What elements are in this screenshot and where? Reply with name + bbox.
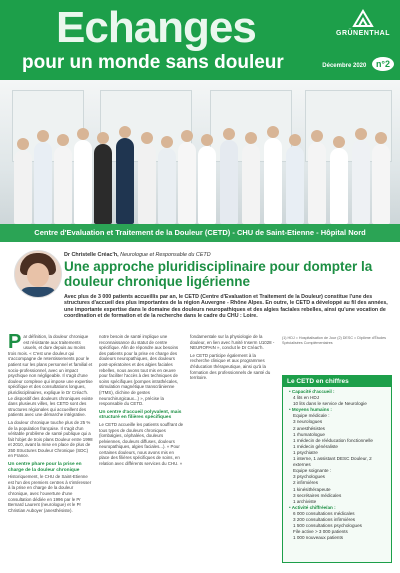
- paragraph: Par définition, la douleur chronique est résistante aux traitements usuels, et dure depuis au moins trois mois. « C'est une douleur qui s'accompagne de retentissements pour le patient sur les plans personnel et familial et socio-professionnel, avec un impact psychique non négligeable. Il s'agit d'une douleur complexe qui impose une expertise spécifique et des consultations longues, pluridisciplinaires, explique le Dr Créac'h. Le dispositif des douleurs chroniques existe dans plusieurs villes, les CETD sont des structures régionales qui accueillent des patients avec une démarche intégrative.: [8, 331, 93, 418]
- person: [308, 142, 326, 224]
- brand-title: Echanges: [56, 3, 256, 52]
- person: [242, 144, 260, 224]
- sidebar-item: 3 secrétaires médicales: [293, 492, 342, 498]
- sidebar-item: • Capacité d'accueil :: [289, 389, 335, 394]
- paragraph: La douleur chronique touche plus de 25 % de la population française. Il s'agit d'un véritable problème de santé publique qui a fait l'objet de trois plans Douleur entre 1998 et 2010, avant la mise en place de plus de 250 Structures Douleur Chronique (SDC) en France.: [8, 419, 93, 459]
- drop-cap: P: [8, 331, 22, 353]
- header-banner: [0, 0, 400, 80]
- article-headline: Une approche pluridisciplinaire pour dompter la douleur chronique ligérienne: [64, 259, 373, 289]
- brand-subtitle: pour un monde sans douleur: [22, 52, 284, 73]
- article-intro: Avec plus de 3 000 patients accueillis par an, le CETD (Centre d'Evaluation et Traitement de la Douleur) constitue l'une des structures d'accueil des plus importantes de la région Auvergne - Rhône Alpes. En outre, le CETD a développé au fil des années, une importante expertise dans le domaine des douleurs neuropathiques et des algies faciales rebelles, ainsi qu'une vocation de coordination et de formation et de la recherche dans le cadre du CHU : Loire.: [64, 294, 388, 320]
- sidebar-item: 1 rhumatologue: [293, 431, 325, 437]
- person: [352, 140, 370, 224]
- article-column-3: [190, 334, 276, 383]
- author-avatar: [14, 250, 62, 298]
- person: [34, 142, 52, 224]
- sidebar-item: 6 000 consultations médicales: [293, 510, 355, 516]
- sidebar-item: 3 psychologues: [293, 474, 325, 480]
- issue-number: n°2: [372, 57, 394, 71]
- sidebar-item: 1 médecin de rééducation fonctionnelle: [293, 437, 373, 443]
- author-role: Neurologue et Responsable du CETD: [120, 252, 211, 258]
- sidebar-list: [283, 389, 391, 541]
- paragraph: notre besoin de santé implique une reconnaissance du statut de centre spécifique. Afin de répondre aux besoins des patients pour la prise en charge des douleurs neuropathiques, des douleurs post-opératoires et des algies faciales rebelles, nous avons tout mis en œuvre pour faciliter l'accès à des techniques de soins spécifiques (pompes intrathécales, stimulation magnétique transcrânienne (rTMS), clichine de gestes neurochirurgicaux...) », précise la responsable du CETD.: [99, 334, 179, 407]
- person: [158, 148, 176, 224]
- sidebar-item: Equipe soignante :: [293, 468, 332, 474]
- sidebar-item: 2 infirmières: [293, 480, 319, 486]
- sidebar-item: 10 lits dans le service de Neurologie: [293, 401, 367, 407]
- photo-caption: Centre d'Evaluation et Traitement de la Douleur (CETD) - CHU de Saint-Etienne - Hôpital Nord: [0, 224, 400, 242]
- sidebar-item: 3 neurologues: [293, 419, 323, 425]
- section-heading: Un centre d'accueil polyvalent, mais structuré en filières spécifiques: [99, 409, 182, 421]
- person: [178, 142, 196, 224]
- person: [372, 144, 390, 224]
- sidebar-item: • Activité chiffrée/an :: [289, 504, 336, 510]
- person: [116, 138, 134, 224]
- author-line: [64, 252, 211, 258]
- paragraph: Le CETD participe également à la recherche clinique et aux programmes d'éducation thérapeutique, ainsi qu'à la formation des professionnels de santé du territoire.: [190, 352, 271, 381]
- sidebar-item: 1 000 nouveaux patients: [293, 535, 344, 541]
- person: [198, 146, 216, 224]
- issue-date: Décembre 2020: [322, 63, 367, 69]
- person: [286, 146, 304, 224]
- grunenthal-logo-icon: [350, 8, 376, 30]
- person: [74, 140, 92, 224]
- issue-info: [322, 57, 394, 71]
- author-name: Dr Christelle Créac'h,: [64, 252, 119, 258]
- person: [94, 144, 112, 224]
- sidebar-item: Equipe médicale :: [293, 413, 330, 419]
- sidebar-item: 4 lits en HDJ: [293, 395, 320, 401]
- sidebar-item: 1 psychiatre: [293, 449, 318, 455]
- section-heading: Un centre phare pour la prise en charge de la douleur chronique: [8, 462, 82, 473]
- paragraph: fondamentale sur la physiologie de la douleur, en lien avec l'unité Inserm U1028 - NEUROPAIN », conclut le Dr Créac'h.: [190, 334, 275, 351]
- paragraph: Historiquement, le CHU de Saint-Etienne est l'un des premiers centres à s'intéresser à la prise en charge de la douleur chronique, avec l'ouverture d'une consultation dédiée en 1996 par le Pr Bernard Laurent (neurologue) et le Pr Christian Auboyer (anesthésiste).: [8, 474, 92, 513]
- sidebar-item: 1 archiviste: [293, 498, 317, 504]
- article-column-2: [99, 334, 185, 469]
- person: [138, 144, 156, 224]
- sidebar-item: 2 anesthésistes: [293, 425, 325, 431]
- article-column-1: [8, 331, 94, 515]
- person: [54, 146, 72, 224]
- company-logo: [334, 8, 392, 46]
- sidebar-title: Le CETD en chiffres: [283, 376, 391, 387]
- person: [220, 140, 238, 224]
- logo-text: GRÜNENTHAL: [336, 30, 390, 37]
- article-body: [8, 331, 276, 570]
- person: [264, 138, 282, 224]
- sidebar-item: 1 500 consultations psychologues: [293, 523, 362, 529]
- team-photo: [0, 80, 400, 242]
- footnotes: (1) HDJ = Hospitalisation de Jour (2) DESC = Diplôme d'Études Spécialisées Complémentaires: [282, 336, 386, 345]
- sidebar-item: • Moyens humains :: [289, 407, 332, 413]
- sidebar-item: 1 médecin généraliste: [293, 443, 338, 449]
- sidebar-item: 1 kinésithérapeute: [293, 486, 331, 492]
- paragraph: Le CETD accueille les patients souffrant de tous types de douleurs chroniques (lombalgies, céphalées, douleurs pelviennes, douleurs diffuses, douleurs neuropathiques, algies faciales...). « Pour certaines douleurs, nous avons mis en place des filières spécifiques de soins, en relation avec différents services du CHU. »: [99, 421, 184, 467]
- stats-sidebar: [282, 375, 392, 563]
- sidebar-item: File active > 3 000 patients: [293, 529, 348, 535]
- person: [14, 150, 32, 224]
- person: [330, 148, 348, 224]
- sidebar-item: 1 interne, 1 assistant DESC Douleur, 2 externes: [293, 456, 372, 468]
- sidebar-item: 3 200 consultations infirmières: [293, 516, 356, 522]
